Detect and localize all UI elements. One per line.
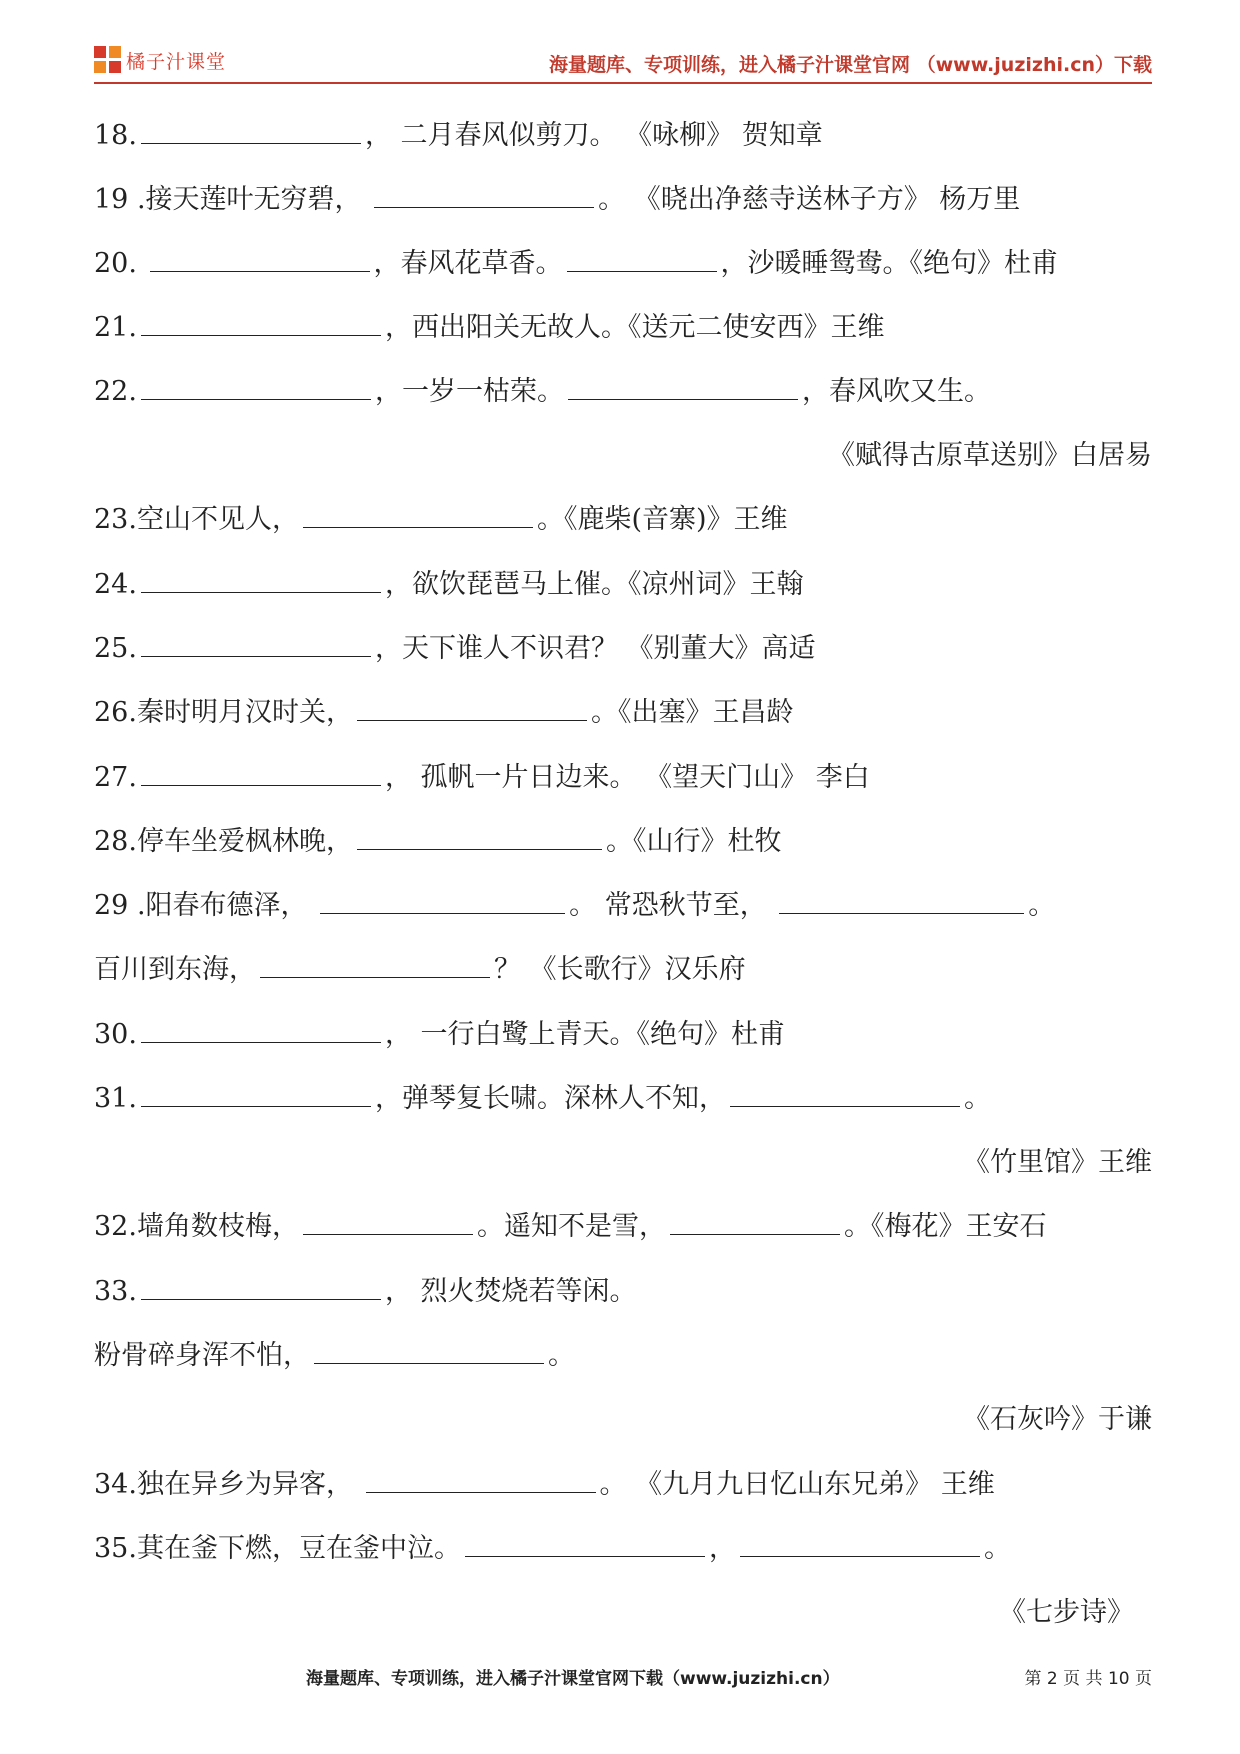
question-35: [94, 1529, 1152, 1569]
line-text: 31.: [94, 1083, 137, 1114]
answer-blank[interactable]: [303, 1210, 473, 1235]
line-text: 《赋得古原草送别》白居易: [828, 440, 1152, 471]
answer-blank[interactable]: [740, 1532, 980, 1557]
line-text: 。: [963, 1083, 991, 1114]
question-21: [94, 308, 1152, 348]
question-22: [94, 372, 1152, 412]
answer-blank[interactable]: [141, 375, 371, 400]
question-25: [94, 629, 1152, 669]
line-text: 30.: [94, 1019, 137, 1050]
line-text: 18.: [94, 120, 137, 151]
question-27: [94, 758, 1152, 798]
poem-source: [94, 436, 1152, 476]
line-text: 33.: [94, 1276, 137, 1307]
line-text: 。 常恐秋节至，: [569, 890, 776, 921]
line-text: ，欲饮琵琶马上催。《凉州词》王翰: [384, 569, 804, 600]
answer-blank[interactable]: [141, 568, 381, 593]
line-text: ，春风花草香。: [373, 248, 563, 279]
line-text: ， 孤帆一片日边来。 《望天门山》 李白: [384, 762, 870, 793]
line-text: ，天下谁人不识君？ 《别董大》高适: [374, 633, 816, 664]
answer-blank[interactable]: [141, 1275, 381, 1300]
line-text: 《石灰吟》于谦: [963, 1404, 1152, 1435]
answer-blank[interactable]: [303, 503, 533, 528]
poem-source: [94, 1400, 1152, 1440]
page-footer: [0, 1660, 1240, 1690]
header-tagline: 海量题库、专项训练，进入橘子汁课堂官网 （www.juzizhi.cn）下载: [549, 54, 1152, 76]
line-text: ，西出阳关无故人。《送元二使安西》王维: [384, 312, 885, 343]
line-text: ，: [708, 1533, 736, 1564]
line-text: ，沙暖睡鸳鸯。《绝句》杜甫: [720, 248, 1059, 279]
question-29: [94, 886, 1152, 926]
line-text: 23.空山不见人，: [94, 504, 299, 535]
footer-tagline: 海量题库、专项训练，进入橘子汁课堂官网下载（www.juzizhi.cn）: [306, 1669, 840, 1689]
answer-blank[interactable]: [366, 1468, 596, 1493]
line-text: 24.: [94, 569, 137, 600]
line-text: 。遥知不是雪，: [476, 1211, 666, 1242]
question-20: [94, 244, 1152, 284]
line-text: 20.: [94, 248, 146, 279]
line-text: ？ 《长歌行》汉乐府: [494, 954, 746, 985]
answer-blank[interactable]: [320, 889, 565, 914]
line-text: 。: [548, 1340, 575, 1371]
line-text: 百川到东海，: [94, 954, 256, 985]
answer-blank[interactable]: [567, 247, 717, 272]
question-26: [94, 693, 1152, 733]
line-text: 29 .阳春布德泽，: [94, 890, 317, 921]
line-text: ，春风吹又生。: [801, 376, 991, 407]
line-text: 粉骨碎身浑不怕，: [94, 1340, 310, 1371]
question-33: [94, 1272, 1152, 1312]
question-18: [94, 116, 1152, 156]
line-text: 26.秦时明月汉时关，: [94, 697, 353, 728]
line-text: 。 《晓出净慈寺送林子方》 杨万里: [598, 184, 1021, 215]
line-text: ， 烈火焚烧若等闲。: [384, 1276, 637, 1307]
line-text: 。《梅花》王安石: [843, 1211, 1047, 1242]
answer-blank[interactable]: [465, 1532, 705, 1557]
line-text: ，弹琴复长啸。深林人不知，: [374, 1083, 726, 1114]
line-text: 22.: [94, 376, 137, 407]
line-text: 《竹里馆》王维: [963, 1147, 1152, 1178]
answer-blank[interactable]: [141, 761, 381, 786]
question-24: [94, 565, 1152, 605]
question-33-continued: [94, 1336, 1152, 1376]
answer-blank[interactable]: [357, 696, 587, 721]
line-text: 。: [1028, 890, 1056, 921]
answer-blank[interactable]: [141, 311, 381, 336]
answer-blank[interactable]: [357, 825, 602, 850]
answer-blank[interactable]: [260, 953, 490, 978]
line-text: 21.: [94, 312, 137, 343]
line-text: ，一岁一枯荣。: [374, 376, 564, 407]
poem-source: [94, 1143, 1152, 1183]
question-31: [94, 1079, 1152, 1119]
question-28: [94, 822, 1152, 862]
line-text: 35.萁在釜下燃，豆在釜中泣。: [94, 1533, 461, 1564]
question-23: [94, 500, 1152, 540]
line-text: 27.: [94, 762, 137, 793]
line-text: 32.墙角数枝梅，: [94, 1211, 299, 1242]
poem-source: [94, 1593, 1134, 1633]
answer-blank[interactable]: [670, 1210, 840, 1235]
answer-blank[interactable]: [141, 1018, 381, 1043]
line-text: ， 一行白鹭上青天。《绝句》杜甫: [384, 1019, 786, 1050]
line-text: 。 《九月九日忆山东兄弟》 王维: [599, 1469, 995, 1500]
answer-blank[interactable]: [730, 1082, 960, 1107]
question-32: [94, 1207, 1152, 1247]
line-text: 34.独在异乡为异客，: [94, 1469, 362, 1500]
answer-blank[interactable]: [150, 247, 370, 272]
page-number: 第 2 页 共 10 页: [1024, 1669, 1152, 1689]
question-34: [94, 1465, 1152, 1505]
line-text: 25.: [94, 633, 137, 664]
answer-blank[interactable]: [141, 632, 371, 657]
site-logo[interactable]: [94, 46, 226, 74]
line-text: ， 二月春风似剪刀。 《咏柳》 贺知章: [364, 120, 823, 151]
answer-blank[interactable]: [568, 375, 798, 400]
line-text: 《七步诗》: [999, 1597, 1134, 1628]
logo-text: 橘子汁课堂: [126, 50, 227, 73]
question-19: [94, 180, 1152, 220]
line-text: 。: [983, 1533, 1011, 1564]
line-text: 19 .接天莲叶无穷碧，: [94, 184, 371, 215]
question-30: [94, 1015, 1152, 1055]
logo-icon: [94, 46, 122, 74]
line-text: 。《鹿柴(音寨)》王维: [536, 504, 788, 535]
line-text: 28.停车坐爱枫林晚，: [94, 826, 353, 857]
answer-blank[interactable]: [374, 183, 594, 208]
answer-blank[interactable]: [141, 1082, 371, 1107]
question-29-continued: [94, 950, 1152, 990]
answer-blank[interactable]: [141, 119, 361, 144]
line-text: 。《出塞》王昌龄: [590, 697, 794, 728]
answer-blank[interactable]: [779, 889, 1024, 914]
line-text: 。《山行》杜牧: [605, 826, 782, 857]
answer-blank[interactable]: [314, 1339, 544, 1364]
page-header: [94, 40, 1152, 84]
